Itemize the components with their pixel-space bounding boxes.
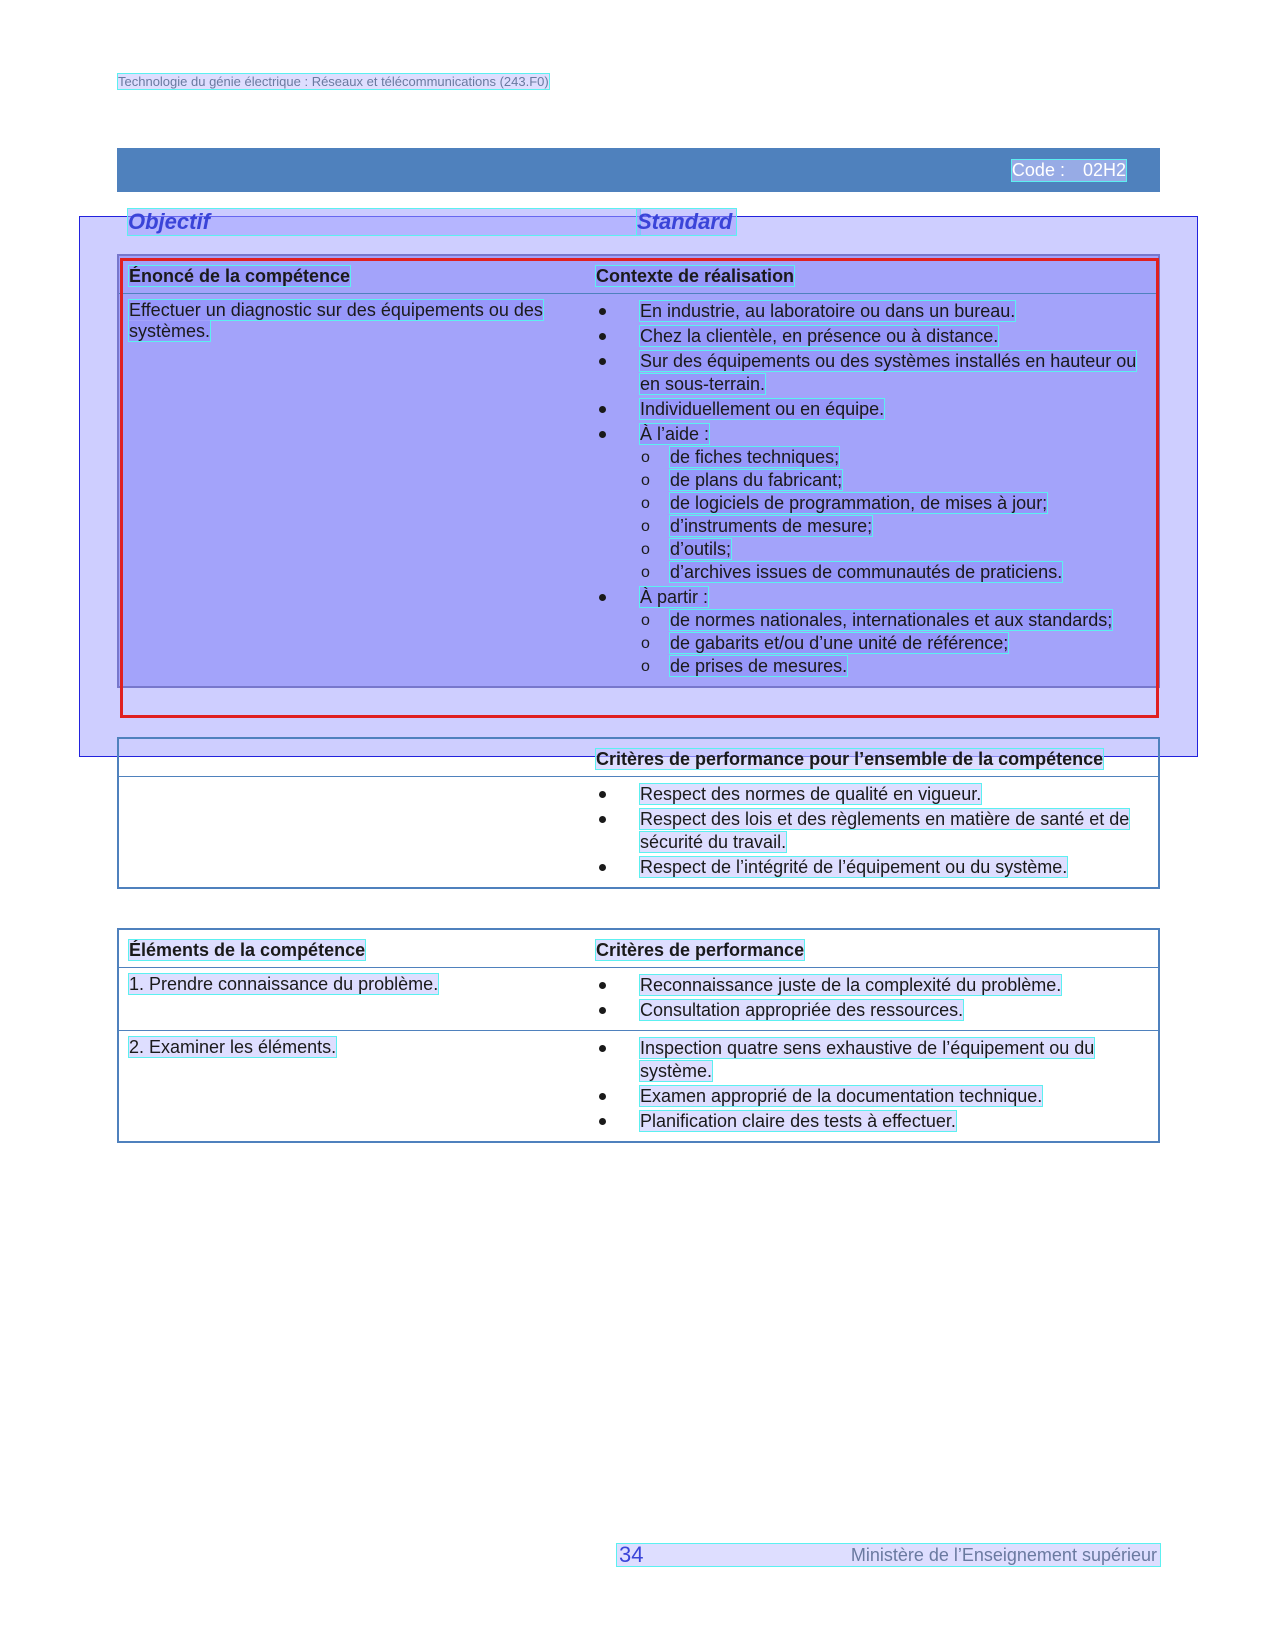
context-item bbox=[596, 423, 1148, 584]
context-subitem-text: de gabarits et/ou d’une unité de référence; bbox=[670, 633, 1009, 653]
context-sublist bbox=[640, 446, 1148, 584]
elements-body bbox=[118, 968, 1159, 1143]
empty-header bbox=[118, 738, 586, 777]
code-label bbox=[1012, 160, 1126, 181]
context-item-text: Chez la clientèle, en présence ou à distance. bbox=[640, 326, 999, 346]
elements-header: Éléments de la compétence bbox=[118, 929, 586, 968]
context-subitem bbox=[640, 492, 1148, 515]
criterion-item bbox=[596, 1037, 1148, 1083]
criteria-cell bbox=[586, 968, 1159, 1031]
footer-ministry: Ministère de l’Enseignement supérieur bbox=[850, 1545, 1157, 1565]
overall-criteria-table bbox=[117, 737, 1160, 889]
empty-cell bbox=[118, 777, 586, 889]
context-sublist bbox=[640, 609, 1148, 678]
context-subitem-text: de prises de mesures. bbox=[670, 656, 848, 676]
element-text: 2. Examiner les éléments. bbox=[129, 1037, 337, 1057]
context-subitem bbox=[640, 446, 1148, 469]
overall-criterion-text: Respect des normes de qualité en vigueur. bbox=[640, 784, 982, 804]
competence-statement: Effectuer un diagnostic sur des équipements ou des systèmes. bbox=[129, 300, 543, 341]
context-subitem-text: de logiciels de programmation, de mises à jour; bbox=[670, 493, 1048, 513]
context-subitem bbox=[640, 632, 1148, 655]
overall-criteria-header: Critères de performance pour l’ensemble de la compétence bbox=[586, 738, 1159, 777]
standard-heading: Standard bbox=[637, 209, 736, 235]
overall-criterion-text: Respect de l’intégrité de l’équipement ou du système. bbox=[640, 857, 1068, 877]
criterion-item bbox=[596, 999, 1148, 1022]
overall-criterion bbox=[596, 783, 1148, 806]
element-cell bbox=[118, 968, 586, 1031]
context-subitem-text: de fiches techniques; bbox=[670, 447, 840, 467]
criterion-item bbox=[596, 1110, 1148, 1133]
code-label-text: Code : bbox=[1011, 160, 1065, 180]
context-subitem-text: d’archives issues de communautés de praticiens. bbox=[670, 562, 1063, 582]
overall-criteria-list bbox=[596, 783, 1148, 879]
context-item-text: Individuellement ou en équipe. bbox=[640, 399, 885, 419]
context-subitem-text: d’instruments de mesure; bbox=[670, 516, 873, 536]
context-subitem-text: de normes nationales, internationales et aux standards; bbox=[670, 610, 1113, 630]
overall-criterion-text: Respect des lois et des règlements en matière de santé et de sécurité du travail. bbox=[640, 809, 1130, 852]
code-value: 02H2 bbox=[1082, 160, 1126, 180]
element-text: 1. Prendre connaissance du problème. bbox=[129, 974, 439, 994]
context-subitem bbox=[640, 538, 1148, 561]
criterion-text: Reconnaissance juste de la complexité du problème. bbox=[640, 975, 1062, 995]
context-subitem bbox=[640, 655, 1148, 678]
objectif-heading: Objectif bbox=[128, 209, 640, 235]
context-item bbox=[596, 325, 1148, 348]
context-header: Contexte de réalisation bbox=[586, 255, 1159, 294]
context-list-cell bbox=[586, 294, 1159, 688]
overall-criterion bbox=[596, 808, 1148, 854]
overall-criterion bbox=[596, 856, 1148, 879]
context-item-text: À l’aide : bbox=[640, 424, 710, 444]
overall-criteria-cell bbox=[586, 777, 1159, 889]
context-subitem bbox=[640, 469, 1148, 492]
criterion-text: Consultation appropriée des ressources. bbox=[640, 1000, 964, 1020]
context-subitem-text: de plans du fabricant; bbox=[670, 470, 843, 490]
context-subitem-text: d’outils; bbox=[670, 539, 732, 559]
elements-table bbox=[117, 928, 1160, 1143]
criterion-text: Planification claire des tests à effectuer. bbox=[640, 1111, 956, 1131]
statement-header: Énoncé de la compétence bbox=[118, 255, 586, 294]
context-subitem bbox=[640, 609, 1148, 632]
element-cell bbox=[118, 1031, 586, 1143]
criteria-cell bbox=[586, 1031, 1159, 1143]
criterion-text: Examen approprié de la documentation technique. bbox=[640, 1086, 1043, 1106]
competence-table bbox=[117, 254, 1160, 688]
running-header: Technologie du génie électrique : Réseaux et télécommunications (243.F0) bbox=[118, 74, 549, 89]
context-list bbox=[596, 300, 1148, 678]
code-bar bbox=[117, 148, 1160, 192]
context-item bbox=[596, 398, 1148, 421]
table-row bbox=[118, 968, 1159, 1031]
context-item-text: En industrie, au laboratoire ou dans un bureau. bbox=[640, 301, 1016, 321]
context-item bbox=[596, 350, 1148, 396]
context-item bbox=[596, 586, 1148, 678]
table-row bbox=[118, 1031, 1159, 1143]
criteria-list bbox=[596, 974, 1148, 1022]
context-item bbox=[596, 300, 1148, 323]
context-subitem bbox=[640, 561, 1148, 584]
criteria-list bbox=[596, 1037, 1148, 1133]
context-item-text: À partir : bbox=[640, 587, 709, 607]
page-number: 34 bbox=[619, 1542, 644, 1567]
context-subitem bbox=[640, 515, 1148, 538]
performance-header: Critères de performance bbox=[586, 929, 1159, 968]
context-item-text: Sur des équipements ou des systèmes installés en hauteur ou en sous-terrain. bbox=[640, 351, 1137, 394]
criterion-item bbox=[596, 974, 1148, 997]
criterion-text: Inspection quatre sens exhaustive de l’équipement ou du système. bbox=[640, 1038, 1095, 1081]
criterion-item bbox=[596, 1085, 1148, 1108]
